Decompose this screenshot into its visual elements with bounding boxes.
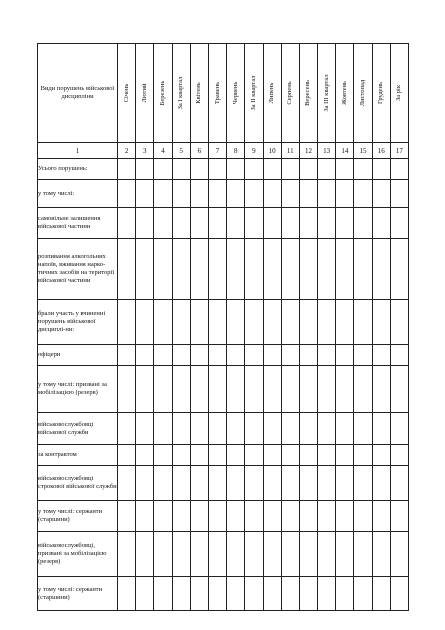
- column-number: 13: [318, 143, 336, 159]
- value-cell[interactable]: [245, 208, 263, 239]
- value-cell[interactable]: [118, 366, 136, 413]
- value-cell[interactable]: [154, 180, 172, 208]
- value-cell[interactable]: [281, 445, 299, 466]
- value-cell[interactable]: [172, 366, 190, 413]
- value-cell[interactable]: [336, 466, 354, 501]
- column-header: За ІІІ квартал: [318, 44, 336, 143]
- violation-type-label: у тому числі: сержанти (старшини): [38, 577, 118, 611]
- value-cell[interactable]: [208, 413, 226, 445]
- value-cell[interactable]: [208, 466, 226, 501]
- value-cell[interactable]: [354, 159, 372, 180]
- value-cell[interactable]: [245, 300, 263, 345]
- value-cell[interactable]: [136, 366, 154, 413]
- value-cell[interactable]: [245, 501, 263, 532]
- value-cell[interactable]: [190, 345, 208, 366]
- value-cell[interactable]: [318, 366, 336, 413]
- value-cell[interactable]: [299, 208, 317, 239]
- violation-type-label: Усього порушень:: [38, 159, 118, 180]
- value-cell[interactable]: [118, 345, 136, 366]
- column-header: За І квартал: [172, 44, 190, 143]
- value-cell[interactable]: [154, 366, 172, 413]
- value-cell[interactable]: [281, 413, 299, 445]
- value-cell[interactable]: [372, 577, 390, 611]
- value-cell[interactable]: [136, 345, 154, 366]
- value-cell[interactable]: [227, 345, 245, 366]
- value-cell[interactable]: [263, 413, 281, 445]
- table-body: [38, 159, 409, 611]
- value-cell[interactable]: [372, 180, 390, 208]
- value-cell[interactable]: [390, 466, 408, 501]
- value-cell[interactable]: [318, 159, 336, 180]
- value-cell[interactable]: [190, 532, 208, 577]
- value-cell[interactable]: [336, 532, 354, 577]
- column-number: 12: [299, 143, 317, 159]
- value-cell[interactable]: [154, 239, 172, 300]
- column-header: Січень: [118, 44, 136, 143]
- value-cell[interactable]: [208, 300, 226, 345]
- value-cell[interactable]: [118, 159, 136, 180]
- value-cell[interactable]: [227, 180, 245, 208]
- value-cell[interactable]: [190, 466, 208, 501]
- value-cell[interactable]: [245, 239, 263, 300]
- value-cell[interactable]: [154, 300, 172, 345]
- value-cell[interactable]: [263, 445, 281, 466]
- violation-type-label: військовослужбовці військової служби: [38, 413, 118, 445]
- value-cell[interactable]: [208, 532, 226, 577]
- table-row: [38, 159, 409, 180]
- value-cell[interactable]: [354, 366, 372, 413]
- value-cell[interactable]: [336, 366, 354, 413]
- value-cell[interactable]: [118, 466, 136, 501]
- value-cell[interactable]: [281, 532, 299, 577]
- value-cell[interactable]: [318, 501, 336, 532]
- value-cell[interactable]: [263, 466, 281, 501]
- header-row: [38, 44, 409, 143]
- column-number: 2: [118, 143, 136, 159]
- column-number: 14: [336, 143, 354, 159]
- value-cell[interactable]: [227, 466, 245, 501]
- column-number: 4: [154, 143, 172, 159]
- column-header: Травень: [208, 44, 226, 143]
- value-cell[interactable]: [263, 208, 281, 239]
- value-cell[interactable]: [245, 445, 263, 466]
- value-cell[interactable]: [172, 300, 190, 345]
- value-cell[interactable]: [190, 239, 208, 300]
- value-cell[interactable]: [208, 180, 226, 208]
- value-cell[interactable]: [354, 577, 372, 611]
- column-number: 10: [263, 143, 281, 159]
- table-row: [38, 413, 409, 445]
- value-cell[interactable]: [118, 239, 136, 300]
- value-cell[interactable]: [227, 501, 245, 532]
- value-cell[interactable]: [172, 532, 190, 577]
- violation-type-label: брали участь у вчиненні порушень військової дисциплі-ни:: [38, 300, 118, 345]
- value-cell[interactable]: [372, 532, 390, 577]
- violation-type-label: офіцери: [38, 345, 118, 366]
- value-cell[interactable]: [372, 501, 390, 532]
- value-cell[interactable]: [372, 208, 390, 239]
- value-cell[interactable]: [263, 180, 281, 208]
- value-cell[interactable]: [318, 532, 336, 577]
- value-cell[interactable]: [372, 413, 390, 445]
- value-cell[interactable]: [136, 300, 154, 345]
- violation-type-label: самовільне залишення військової частини: [38, 208, 118, 239]
- value-cell[interactable]: [245, 413, 263, 445]
- value-cell[interactable]: [263, 345, 281, 366]
- value-cell[interactable]: [336, 239, 354, 300]
- value-cell[interactable]: [154, 466, 172, 501]
- column-header: Листопад: [354, 44, 372, 143]
- value-cell[interactable]: [281, 300, 299, 345]
- value-cell[interactable]: [118, 413, 136, 445]
- violation-type-header: Види порушень військової дисципліни: [38, 44, 118, 143]
- value-cell[interactable]: [227, 159, 245, 180]
- value-cell[interactable]: [172, 159, 190, 180]
- value-cell[interactable]: [390, 445, 408, 466]
- value-cell[interactable]: [118, 532, 136, 577]
- table-row: [38, 239, 409, 300]
- value-cell[interactable]: [245, 466, 263, 501]
- column-header: Березень: [154, 44, 172, 143]
- table-row: [38, 466, 409, 501]
- value-cell[interactable]: [281, 208, 299, 239]
- value-cell[interactable]: [354, 466, 372, 501]
- value-cell[interactable]: [354, 345, 372, 366]
- value-cell[interactable]: [372, 366, 390, 413]
- value-cell[interactable]: [318, 413, 336, 445]
- column-number-row: [38, 143, 409, 159]
- value-cell[interactable]: [227, 577, 245, 611]
- table-row: [38, 501, 409, 532]
- value-cell[interactable]: [354, 180, 372, 208]
- column-number: 6: [190, 143, 208, 159]
- value-cell[interactable]: [263, 577, 281, 611]
- value-cell[interactable]: [136, 445, 154, 466]
- value-cell[interactable]: [390, 345, 408, 366]
- value-cell[interactable]: [390, 180, 408, 208]
- column-number: 1: [38, 143, 118, 159]
- value-cell[interactable]: [354, 413, 372, 445]
- column-header: Жовтень: [336, 44, 354, 143]
- value-cell[interactable]: [318, 208, 336, 239]
- value-cell[interactable]: [154, 445, 172, 466]
- column-number: 16: [372, 143, 390, 159]
- value-cell[interactable]: [172, 180, 190, 208]
- table-row: [38, 366, 409, 413]
- value-cell[interactable]: [136, 180, 154, 208]
- value-cell[interactable]: [208, 208, 226, 239]
- value-cell[interactable]: [372, 466, 390, 501]
- value-cell[interactable]: [354, 445, 372, 466]
- value-cell[interactable]: [245, 577, 263, 611]
- value-cell[interactable]: [190, 300, 208, 345]
- value-cell[interactable]: [118, 208, 136, 239]
- value-cell[interactable]: [318, 345, 336, 366]
- value-cell[interactable]: [245, 345, 263, 366]
- value-cell[interactable]: [372, 159, 390, 180]
- value-cell[interactable]: [136, 577, 154, 611]
- value-cell[interactable]: [336, 300, 354, 345]
- value-cell[interactable]: [299, 239, 317, 300]
- column-header: Червень: [227, 44, 245, 143]
- value-cell[interactable]: [136, 208, 154, 239]
- value-cell[interactable]: [227, 532, 245, 577]
- value-cell[interactable]: [299, 532, 317, 577]
- value-cell[interactable]: [390, 239, 408, 300]
- value-cell[interactable]: [354, 300, 372, 345]
- value-cell[interactable]: [318, 466, 336, 501]
- value-cell[interactable]: [172, 501, 190, 532]
- table-row: [38, 577, 409, 611]
- value-cell[interactable]: [136, 466, 154, 501]
- value-cell[interactable]: [281, 239, 299, 300]
- value-cell[interactable]: [136, 239, 154, 300]
- value-cell[interactable]: [208, 366, 226, 413]
- value-cell[interactable]: [318, 180, 336, 208]
- value-cell[interactable]: [281, 501, 299, 532]
- value-cell[interactable]: [118, 501, 136, 532]
- value-cell[interactable]: [336, 577, 354, 611]
- value-cell[interactable]: [263, 239, 281, 300]
- column-header: Лютий: [136, 44, 154, 143]
- discipline-violations-table: [37, 43, 409, 611]
- value-cell[interactable]: [190, 366, 208, 413]
- value-cell[interactable]: [390, 159, 408, 180]
- table-row: [38, 445, 409, 466]
- value-cell[interactable]: [354, 208, 372, 239]
- value-cell[interactable]: [208, 159, 226, 180]
- value-cell[interactable]: [281, 366, 299, 413]
- value-cell[interactable]: [190, 577, 208, 611]
- column-number: 3: [136, 143, 154, 159]
- column-header: За рік: [390, 44, 408, 143]
- value-cell[interactable]: [227, 300, 245, 345]
- value-cell[interactable]: [190, 501, 208, 532]
- column-number: 11: [281, 143, 299, 159]
- value-cell[interactable]: [318, 445, 336, 466]
- value-cell[interactable]: [390, 300, 408, 345]
- value-cell[interactable]: [208, 577, 226, 611]
- column-header: Серпень: [281, 44, 299, 143]
- value-cell[interactable]: [390, 366, 408, 413]
- column-header: Квітень: [190, 44, 208, 143]
- value-cell[interactable]: [172, 445, 190, 466]
- value-cell[interactable]: [136, 159, 154, 180]
- value-cell[interactable]: [245, 180, 263, 208]
- value-cell[interactable]: [227, 413, 245, 445]
- value-cell[interactable]: [281, 466, 299, 501]
- value-cell[interactable]: [245, 532, 263, 577]
- value-cell[interactable]: [354, 501, 372, 532]
- column-number: 7: [208, 143, 226, 159]
- value-cell[interactable]: [318, 300, 336, 345]
- value-cell[interactable]: [354, 532, 372, 577]
- value-cell[interactable]: [372, 239, 390, 300]
- value-cell[interactable]: [227, 208, 245, 239]
- value-cell[interactable]: [208, 239, 226, 300]
- value-cell[interactable]: [190, 208, 208, 239]
- table-row: [38, 532, 409, 577]
- value-cell[interactable]: [190, 413, 208, 445]
- value-cell[interactable]: [172, 239, 190, 300]
- value-cell[interactable]: [299, 577, 317, 611]
- violation-type-label: військовослужбовці, призвані за мобілізацією (резерв): [38, 532, 118, 577]
- value-cell[interactable]: [190, 159, 208, 180]
- column-header: Липень: [263, 44, 281, 143]
- table-row: [38, 208, 409, 239]
- value-cell[interactable]: [227, 239, 245, 300]
- value-cell[interactable]: [390, 413, 408, 445]
- value-cell[interactable]: [299, 413, 317, 445]
- value-cell[interactable]: [263, 300, 281, 345]
- value-cell[interactable]: [245, 366, 263, 413]
- value-cell[interactable]: [390, 577, 408, 611]
- value-cell[interactable]: [154, 413, 172, 445]
- column-header: Грудень: [372, 44, 390, 143]
- value-cell[interactable]: [336, 159, 354, 180]
- value-cell[interactable]: [372, 300, 390, 345]
- value-cell[interactable]: [299, 445, 317, 466]
- value-cell[interactable]: [208, 345, 226, 366]
- value-cell[interactable]: [118, 445, 136, 466]
- value-cell[interactable]: [263, 532, 281, 577]
- value-cell[interactable]: [172, 577, 190, 611]
- value-cell[interactable]: [263, 501, 281, 532]
- value-cell[interactable]: [154, 532, 172, 577]
- value-cell[interactable]: [172, 466, 190, 501]
- value-cell[interactable]: [372, 345, 390, 366]
- value-cell[interactable]: [118, 180, 136, 208]
- value-cell[interactable]: [172, 208, 190, 239]
- value-cell[interactable]: [390, 532, 408, 577]
- value-cell[interactable]: [172, 345, 190, 366]
- value-cell[interactable]: [154, 159, 172, 180]
- table-row: [38, 345, 409, 366]
- value-cell[interactable]: [208, 501, 226, 532]
- column-number: 15: [354, 143, 372, 159]
- value-cell[interactable]: [354, 239, 372, 300]
- value-cell[interactable]: [336, 345, 354, 366]
- value-cell[interactable]: [263, 366, 281, 413]
- column-number: 9: [245, 143, 263, 159]
- table-row: [38, 300, 409, 345]
- column-number: 17: [390, 143, 408, 159]
- value-cell[interactable]: [281, 159, 299, 180]
- violation-type-label: у тому числі:: [38, 180, 118, 208]
- value-cell[interactable]: [336, 413, 354, 445]
- value-cell[interactable]: [190, 445, 208, 466]
- value-cell[interactable]: [299, 466, 317, 501]
- value-cell[interactable]: [390, 208, 408, 239]
- value-cell[interactable]: [318, 239, 336, 300]
- value-cell[interactable]: [390, 501, 408, 532]
- value-cell[interactable]: [299, 159, 317, 180]
- value-cell[interactable]: [299, 300, 317, 345]
- value-cell[interactable]: [372, 445, 390, 466]
- value-cell[interactable]: [336, 445, 354, 466]
- value-cell[interactable]: [227, 366, 245, 413]
- value-cell[interactable]: [318, 577, 336, 611]
- value-cell[interactable]: [154, 577, 172, 611]
- value-cell[interactable]: [299, 345, 317, 366]
- column-header: За ІІ квартал: [245, 44, 263, 143]
- value-cell[interactable]: [118, 577, 136, 611]
- value-cell[interactable]: [336, 180, 354, 208]
- value-cell[interactable]: [227, 445, 245, 466]
- table-row: [38, 180, 409, 208]
- value-cell[interactable]: [245, 159, 263, 180]
- value-cell[interactable]: [299, 180, 317, 208]
- value-cell[interactable]: [136, 532, 154, 577]
- value-cell[interactable]: [154, 208, 172, 239]
- value-cell[interactable]: [299, 366, 317, 413]
- value-cell[interactable]: [299, 501, 317, 532]
- value-cell[interactable]: [281, 180, 299, 208]
- value-cell[interactable]: [281, 577, 299, 611]
- violation-type-label: розпивання алкогольних напоїв, вживання нарко-тичних засобів на території військової частини: [38, 239, 118, 300]
- value-cell[interactable]: [118, 300, 136, 345]
- value-cell[interactable]: [281, 345, 299, 366]
- violation-type-label: у тому числі: призвані за мобілізацією (резерв): [38, 366, 118, 413]
- column-header: Вересень: [299, 44, 317, 143]
- violation-type-label: у тому числі: сержанти (старшини): [38, 501, 118, 532]
- value-cell[interactable]: [190, 180, 208, 208]
- value-cell[interactable]: [208, 445, 226, 466]
- violation-type-label: за контрактом: [38, 445, 118, 466]
- value-cell[interactable]: [136, 501, 154, 532]
- value-cell[interactable]: [263, 159, 281, 180]
- column-number: 8: [227, 143, 245, 159]
- violation-type-label: військовослужбовці строкової військової служби: [38, 466, 118, 501]
- value-cell[interactable]: [136, 413, 154, 445]
- value-cell[interactable]: [172, 413, 190, 445]
- value-cell[interactable]: [154, 501, 172, 532]
- value-cell[interactable]: [336, 208, 354, 239]
- value-cell[interactable]: [336, 501, 354, 532]
- column-number: 5: [172, 143, 190, 159]
- value-cell[interactable]: [154, 345, 172, 366]
